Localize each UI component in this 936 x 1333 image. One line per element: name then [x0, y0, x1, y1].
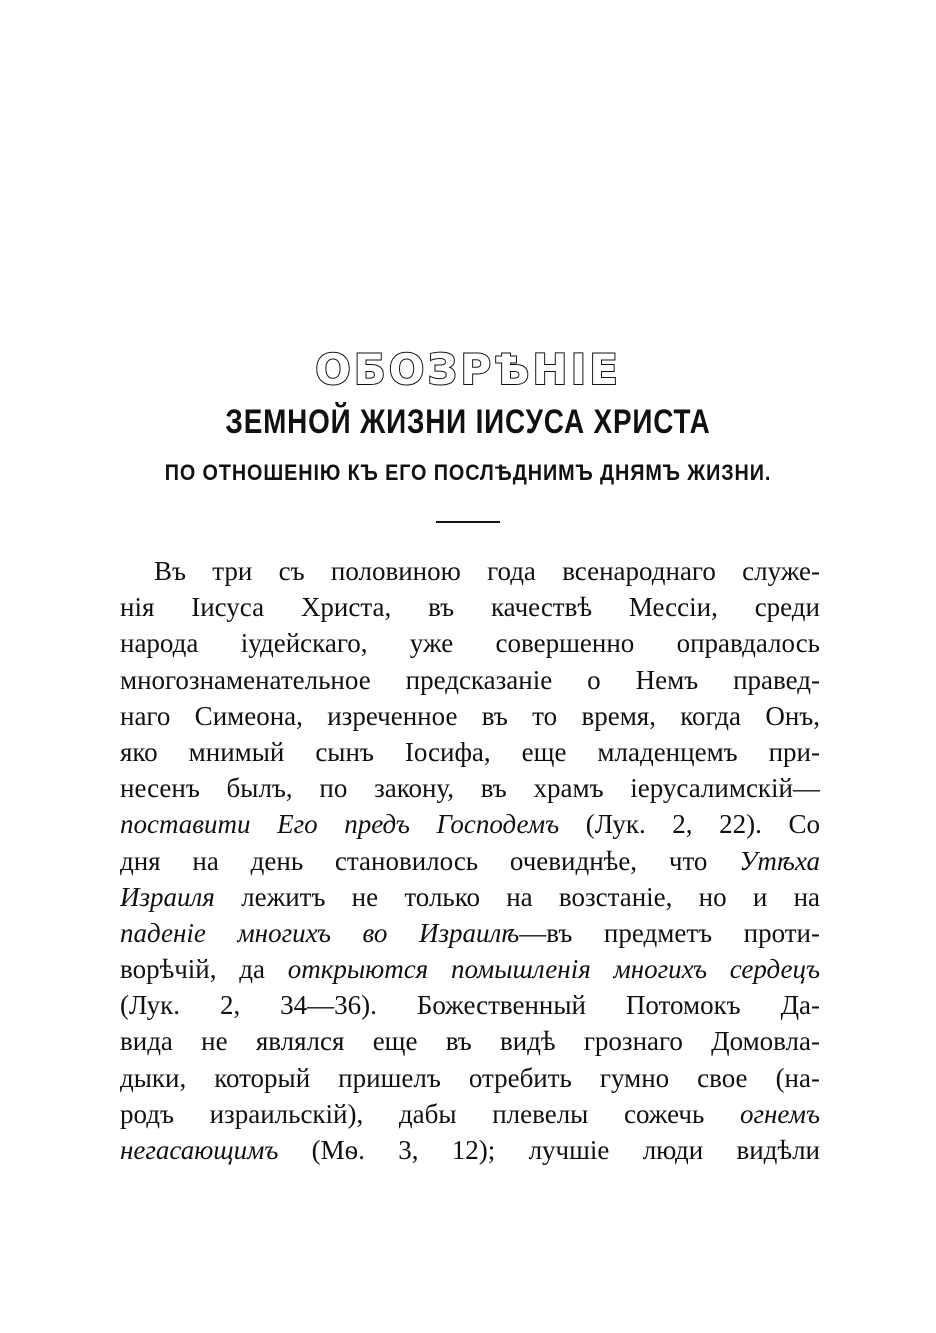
text-segment: —въ предметъ проти-	[519, 917, 820, 948]
text-line	[120, 698, 820, 734]
subtitle: ЗЕМНОЙ ЖИЗНИ ІИСУСА ХРИСТА	[225, 403, 711, 441]
italic-quote: поставити Его предъ Господемъ	[120, 809, 560, 840]
text-segment: несенъ былъ, по закону, въ храмъ іерусалимскій—	[120, 773, 820, 804]
text-line	[120, 553, 820, 589]
text-line	[120, 843, 820, 879]
text-line	[120, 1023, 820, 1059]
text-segment: (Лук. 2, 22). Со	[559, 809, 820, 840]
text-line	[120, 589, 820, 625]
italic-quote: открыются помышленія многихъ сердецъ	[287, 954, 820, 985]
text-line	[120, 987, 820, 1023]
text-segment: (Лук. 2, 34—36). Божественный Потомокъ Да-	[120, 990, 820, 1021]
text-line	[120, 1132, 820, 1168]
text-segment: наго Симеона, изреченное въ то время, когда Онъ,	[120, 700, 820, 731]
text-line	[120, 734, 820, 770]
text-line	[120, 951, 820, 987]
text-segment: ворѣчій, да	[120, 954, 288, 985]
italic-quote: негасающимъ	[120, 1135, 279, 1165]
text-segment: народа іудейскаго, уже совершенно оправдалось	[120, 628, 820, 659]
body-paragraph	[120, 553, 820, 1168]
text-segment: нія Іисуса Христа, въ качествѣ Мессіи, среди	[120, 592, 820, 623]
text-segment: (Мѳ. 3, 12); лучшіе люди видѣли	[278, 1135, 820, 1165]
title-divider	[436, 521, 500, 523]
text-line	[120, 1060, 820, 1096]
text-line	[120, 770, 820, 806]
subtitle-secondary: ПО ОТНОШЕНІЮ КЪ ЕГО ПОСЛѢДНИМЪ ДНЯМЪ ЖИЗНИ.	[164, 460, 772, 485]
text-segment: родъ израильскій), дабы плевелы сожечь	[120, 1098, 740, 1129]
text-line	[120, 625, 820, 661]
italic-quote: огнемъ	[740, 1098, 820, 1129]
text-segment: дня на день становилось очевиднѣе, что	[120, 845, 740, 876]
text-line	[120, 915, 820, 951]
text-segment: Въ три съ половиною года всенароднаго служе-	[154, 556, 820, 586]
text-line	[120, 806, 820, 842]
main-title: ОБОЗРѢНІЕ	[315, 345, 621, 394]
text-segment: многознаменательное предсказаніе о Немъ правед-	[120, 664, 820, 695]
text-line	[120, 879, 820, 915]
text-line	[120, 1096, 820, 1132]
italic-quote: паденіе многихъ во Израилѣ	[120, 917, 520, 948]
text-segment: дыки, который пришелъ отребить гумно свое (на-	[120, 1062, 820, 1093]
text-line	[120, 662, 820, 698]
italic-quote: Израиля	[120, 881, 215, 912]
text-segment: лежитъ не только на возстаніе, но и на	[214, 881, 820, 912]
text-segment: яко мнимый сынъ Іосифа, еще младенцемъ при-	[120, 736, 820, 767]
text-segment: вида не являлся еще въ видѣ грознаго Домовла-	[120, 1026, 820, 1057]
italic-quote: Утѣха	[739, 845, 820, 876]
